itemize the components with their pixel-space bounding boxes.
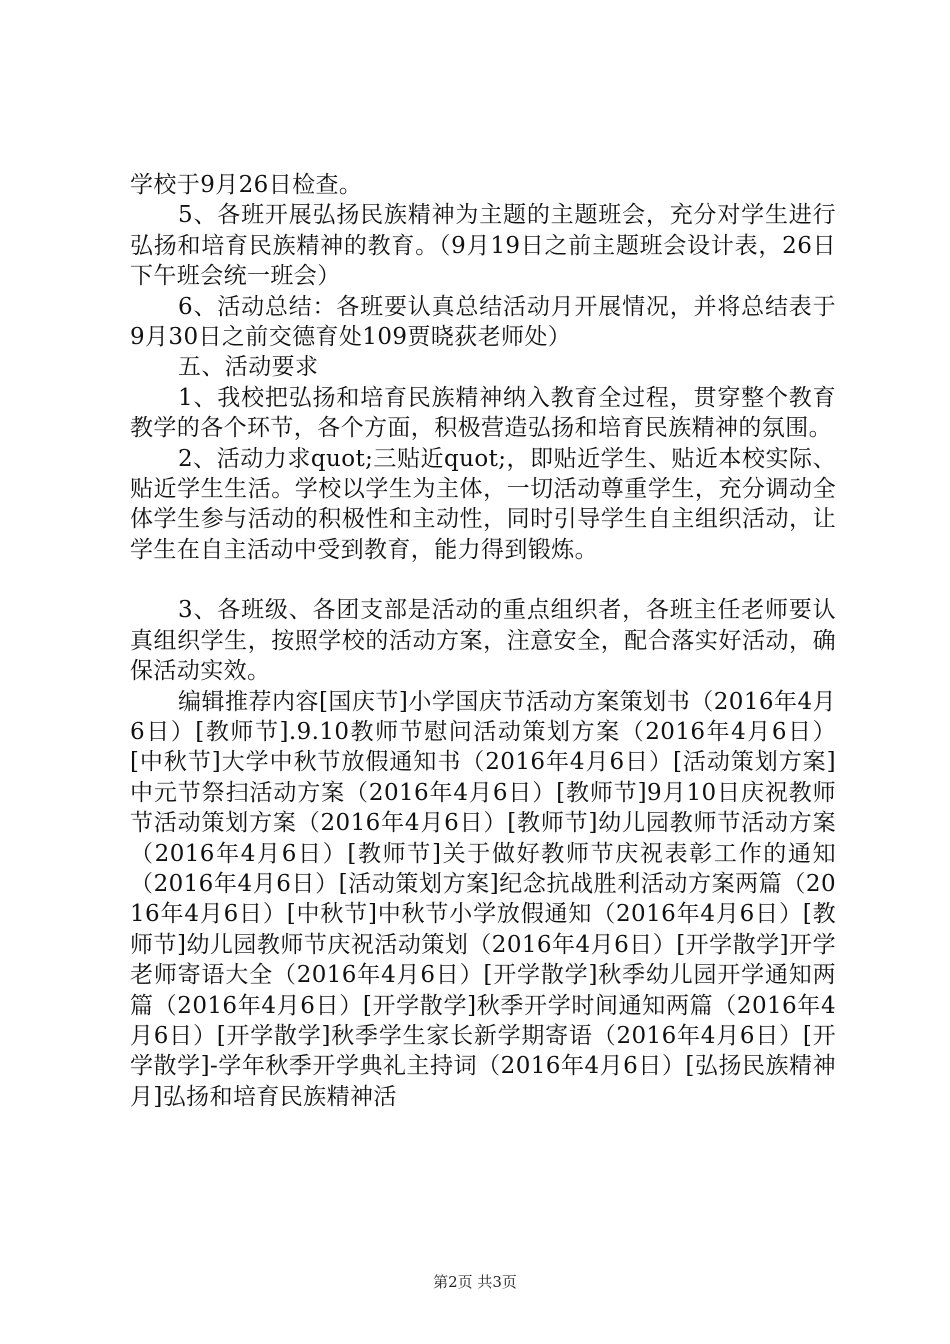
paragraph-item-5: 5、各班开展弘扬民族精神为主题的主题班会，充分对学生进行弘扬和培育民族精神的教育。（9月19日之前主题班会设计表，26日下午班会统一班会） (130, 202, 836, 290)
paragraph-continuation: 学校于9月26日检查。 (130, 172, 363, 198)
page-number: 第2页 共3页 (433, 1273, 517, 1291)
paragraph-item-6: 6、活动总结：各班要认真总结活动月开展情况，并将总结表于9月30日之前交德育处109贾晓荻老师处） (130, 293, 836, 351)
paragraph-spacer (130, 565, 836, 595)
document-body (130, 170, 836, 1112)
section-heading-requirements: 五、活动要求 (178, 354, 319, 381)
paragraph-recommended-content: 编辑推荐内容[国庆节]小学国庆节活动方案策划书（2016年4月6日）[教师节].9.10教师节慰问活动策划方案（2016年4月6日）[中秋节]大学中秋节放假通知书（2016年4月6日）[活动策划方案]中元节祭扫活动方案（2016年4月6日）[教师节]9月10日庆祝教师节活动策划方案（2016年4月6日）[教师节]幼儿园教师节活动方案（2016年4月6日）[教师节]关于做好教师节庆祝表彰工作的通知（2016年4月6日）[活动策划方案]纪念抗战胜利活动方案两篇（2016年4月6日）[中秋节]中秋节小学放假通知（2016年4月6日）[教师节]幼儿园教师节庆祝活动策划（2016年4月6日）[开学散学]开学老师寄语大全（2016年4月6日）[开学散学]秋季幼儿园开学通知两篇（2016年4月6日）[开学散学]秋季开学时间通知两篇（2016年4月6日）[开学散学]秋季学生家长新学期寄语（2016年4月6日）[开学散学]-学年秋季开学典礼主持词（2016年4月6日）[弘扬民族精神月]弘扬和培育民族精神活 (130, 688, 836, 1110)
paragraph-requirement-3: 3、各班级、各团支部是活动的重点组织者，各班主任老师要认真组织学生，按照学校的活动方案，注意安全，配合落实好活动，确保活动实效。 (130, 597, 836, 685)
paragraph-requirement-1: 1、我校把弘扬和培育民族精神纳入教育全过程，贯穿整个教育教学的各个环节，各个方面，积极营造弘扬和培育民族精神的氛围。 (130, 384, 836, 442)
paragraph-requirement-2: 2、活动力求quot;三贴近quot;，即贴近学生、贴近本校实际、贴近学生生活。学校以学生为主体，一切活动尊重学生，充分调动全体学生参与活动的积极性和主动性，同时引导学生自主组织活动，让学生在自主活动中受到教育，能力得到锻炼。 (130, 445, 836, 563)
